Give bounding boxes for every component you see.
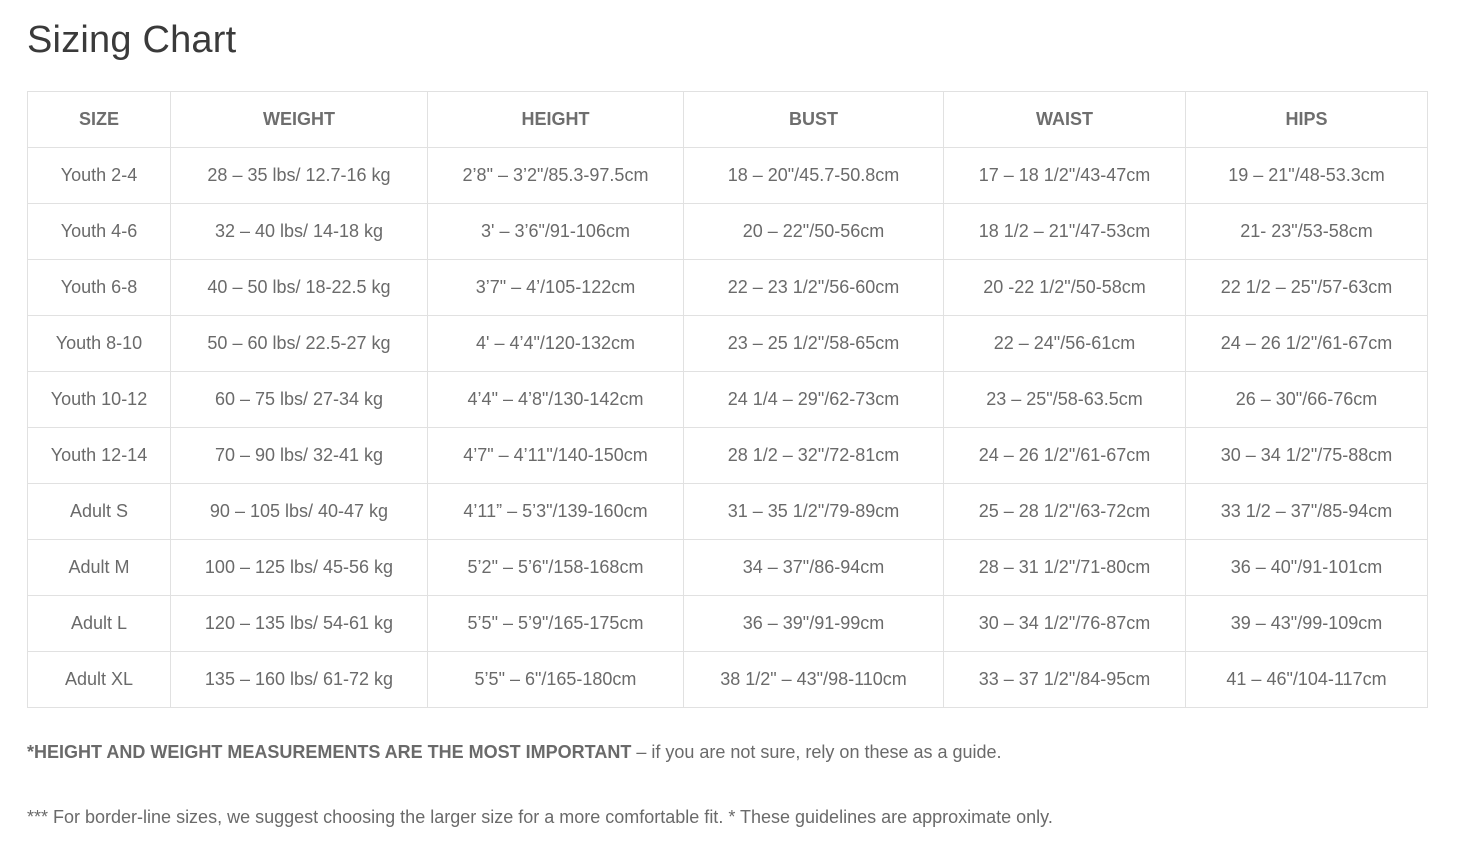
table-row: [28, 484, 1428, 540]
cell-size: Youth 8-10: [28, 316, 171, 372]
cell-waist: 22 – 24"/56-61cm: [944, 316, 1186, 372]
table-row: [28, 260, 1428, 316]
table-row: [28, 316, 1428, 372]
border-line-sizes-note: *** For border-line sizes, we suggest choosing the larger size for a more comfortable fit. * These guidelines are approximate only.: [27, 807, 1053, 827]
cell-weight: 120 – 135 lbs/ 54-61 kg: [171, 596, 428, 652]
cell-size: Adult M: [28, 540, 171, 596]
cell-height: 4’7" – 4’11"/140-150cm: [428, 428, 684, 484]
cell-size: Adult XL: [28, 652, 171, 708]
column-header-hips: HIPS: [1186, 92, 1428, 148]
column-header-bust: BUST: [684, 92, 944, 148]
cell-weight: 32 – 40 lbs/ 14-18 kg: [171, 204, 428, 260]
cell-bust: 23 – 25 1/2"/58-65cm: [684, 316, 944, 372]
cell-weight: 60 – 75 lbs/ 27-34 kg: [171, 372, 428, 428]
cell-size: Youth 10-12: [28, 372, 171, 428]
cell-size: Youth 6-8: [28, 260, 171, 316]
table-row: [28, 652, 1428, 708]
column-header-size: SIZE: [28, 92, 171, 148]
cell-hips: 21- 23"/53-58cm: [1186, 204, 1428, 260]
table-header-row: [28, 92, 1428, 148]
cell-weight: 135 – 160 lbs/ 61-72 kg: [171, 652, 428, 708]
cell-weight: 28 – 35 lbs/ 12.7-16 kg: [171, 148, 428, 204]
cell-weight: 90 – 105 lbs/ 40-47 kg: [171, 484, 428, 540]
cell-hips: 26 – 30"/66-76cm: [1186, 372, 1428, 428]
cell-height: 4’4" – 4’8"/130-142cm: [428, 372, 684, 428]
cell-bust: 36 – 39"/91-99cm: [684, 596, 944, 652]
cell-waist: 20 -22 1/2"/50-58cm: [944, 260, 1186, 316]
table-row: [28, 204, 1428, 260]
cell-weight: 70 – 90 lbs/ 32-41 kg: [171, 428, 428, 484]
cell-hips: 19 – 21"/48-53.3cm: [1186, 148, 1428, 204]
cell-weight: 50 – 60 lbs/ 22.5-27 kg: [171, 316, 428, 372]
cell-hips: 39 – 43"/99-109cm: [1186, 596, 1428, 652]
cell-bust: 20 – 22"/50-56cm: [684, 204, 944, 260]
cell-height: 3’7" – 4’/105-122cm: [428, 260, 684, 316]
cell-hips: 33 1/2 – 37"/85-94cm: [1186, 484, 1428, 540]
cell-height: 5’5" – 6"/165-180cm: [428, 652, 684, 708]
cell-waist: 23 – 25"/58-63.5cm: [944, 372, 1186, 428]
cell-weight: 100 – 125 lbs/ 45-56 kg: [171, 540, 428, 596]
cell-size: Youth 4-6: [28, 204, 171, 260]
cell-size: Youth 12-14: [28, 428, 171, 484]
cell-height: 3' – 3’6"/91-106cm: [428, 204, 684, 260]
note-guide-text: – if you are not sure, rely on these as a guide.: [631, 742, 1002, 762]
cell-waist: 33 – 37 1/2"/84-95cm: [944, 652, 1186, 708]
measurement-importance-note: [27, 742, 1002, 763]
cell-weight: 40 – 50 lbs/ 18-22.5 kg: [171, 260, 428, 316]
cell-size: Adult L: [28, 596, 171, 652]
column-header-weight: WEIGHT: [171, 92, 428, 148]
cell-height: 5’2" – 5’6"/158-168cm: [428, 540, 684, 596]
cell-bust: 22 – 23 1/2"/56-60cm: [684, 260, 944, 316]
table-row: [28, 148, 1428, 204]
page-title: Sizing Chart: [27, 19, 237, 61]
cell-bust: 38 1/2" – 43"/98-110cm: [684, 652, 944, 708]
cell-hips: 24 – 26 1/2"/61-67cm: [1186, 316, 1428, 372]
cell-bust: 24 1/4 – 29"/62-73cm: [684, 372, 944, 428]
table-row: [28, 428, 1428, 484]
cell-bust: 31 – 35 1/2"/79-89cm: [684, 484, 944, 540]
table-row: [28, 596, 1428, 652]
cell-bust: 18 – 20"/45.7-50.8cm: [684, 148, 944, 204]
cell-waist: 18 1/2 – 21"/47-53cm: [944, 204, 1186, 260]
column-header-height: HEIGHT: [428, 92, 684, 148]
cell-height: 4’11” – 5’3"/139-160cm: [428, 484, 684, 540]
cell-hips: 30 – 34 1/2"/75-88cm: [1186, 428, 1428, 484]
cell-waist: 17 – 18 1/2"/43-47cm: [944, 148, 1186, 204]
cell-hips: 36 – 40"/91-101cm: [1186, 540, 1428, 596]
table-row: [28, 540, 1428, 596]
note-emphasis: *HEIGHT AND WEIGHT MEASUREMENTS ARE THE MOST IMPORTANT: [27, 742, 632, 762]
cell-size: Adult S: [28, 484, 171, 540]
cell-waist: 30 – 34 1/2"/76-87cm: [944, 596, 1186, 652]
cell-hips: 22 1/2 – 25"/57-63cm: [1186, 260, 1428, 316]
column-header-waist: WAIST: [944, 92, 1186, 148]
cell-hips: 41 – 46"/104-117cm: [1186, 652, 1428, 708]
cell-bust: 34 – 37"/86-94cm: [684, 540, 944, 596]
cell-height: 5’5" – 5’9"/165-175cm: [428, 596, 684, 652]
cell-waist: 25 – 28 1/2"/63-72cm: [944, 484, 1186, 540]
cell-bust: 28 1/2 – 32"/72-81cm: [684, 428, 944, 484]
cell-height: 2’8" – 3’2"/85.3-97.5cm: [428, 148, 684, 204]
cell-waist: 28 – 31 1/2"/71-80cm: [944, 540, 1186, 596]
table-row: [28, 372, 1428, 428]
cell-height: 4' – 4’4"/120-132cm: [428, 316, 684, 372]
sizing-table: [27, 91, 1428, 708]
cell-size: Youth 2-4: [28, 148, 171, 204]
cell-waist: 24 – 26 1/2"/61-67cm: [944, 428, 1186, 484]
